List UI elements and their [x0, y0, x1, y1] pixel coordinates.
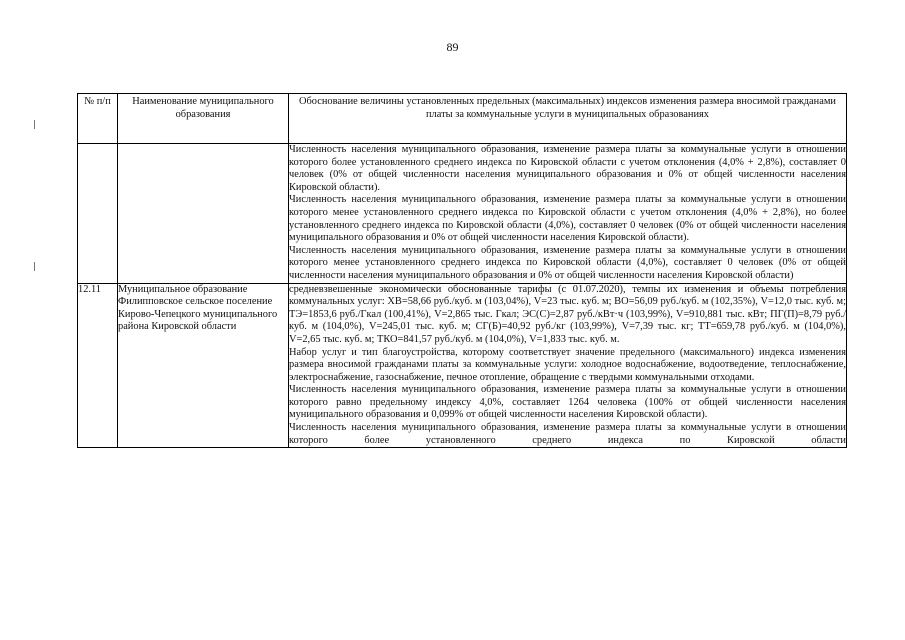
row-body-cell	[289, 283, 847, 448]
header-justification: Обоснование величины установленных предельных (максимальных) индексов изменения размера вносимой гражданами платы за коммунальные услуги в муниципальных образованиях	[289, 94, 847, 144]
table-header-row	[78, 94, 847, 144]
paragraph: Численность населения муниципального образования, изменение размера платы за коммунальные услуги в отношении которого менее установленного среднего индекса по Кировской области (4,0%), составляет 0 человек (0% от общей численности населения муниципального образования и 0% от общей численности населения Кировской области)	[289, 244, 846, 281]
paragraph: Численность населения муниципального образования, изменение размера платы за коммунальные услуги в отношении которого равно предельному индексу 4,0%, составляет 1264 человека (100% от общей численности населения муниципального образования и 0,099% от общей численности населения Кировской области).	[289, 384, 846, 421]
paragraph: Численность населения муниципального образования, изменение размера платы за коммунальные услуги в отношении которого более установленного среднего индекса по Кировской области	[289, 422, 846, 446]
page-number: 89	[446, 40, 459, 54]
municipality-name: Муниципальное образование Филипповское сельское поселение Кирово-Чепецкого муниципального района Кировской области	[118, 283, 289, 448]
header-number: № п/п	[78, 94, 118, 144]
paragraph: Набор услуг и тип благоустройства, которому соответствует значение предельного (максимального) индекса изменения размера вносимой гражданами платы за коммунальные услуги: холодное водоснабжение, водоотведение, теплоснабжение, электроснабжение, газоснабжение, печное отопление, обращение с твердыми коммунальными отходами.	[289, 346, 846, 383]
margin-mark-bottom	[34, 262, 35, 271]
tariff-index-table	[77, 93, 847, 448]
table-row	[78, 283, 847, 448]
row-number: 12.11	[78, 283, 118, 448]
continuation-number-cell	[78, 144, 118, 284]
paragraph: средневзвешенные экономически обоснованные тарифы (с 01.07.2020), темпы их изменения и объемы потребления коммунальных услуг: ХВ=58,66 руб./куб. м (103,04%), V=23 тыс. куб. м; ВО=56,09 руб./куб. м (102,35%), V=12,0 тыс. куб. м; ТЭ=1853,6 руб./Гкал (100,41%), V=2,865 тыс. Гкал; ЭС(С)=2,87 руб./кВт·ч (103,99%), V=910,881 тыс. кВт; ПГ(П)=8,79 руб./куб. м (104,0%), V=245,01 тыс. куб. м; СГ(Б)=40,92 руб./кг (103,99%), V=7,39 тыс. кг; ТТ=659,78 руб./куб. м (104,0%), V=2,65 тыс. куб. м; ТКО=841,57 руб./куб. м (104,0%), V=1,833 тыс. куб. м.	[289, 283, 846, 345]
continuation-name-cell	[118, 144, 289, 284]
table-row-continuation	[78, 144, 847, 284]
header-name: Наименование муниципального образования	[118, 94, 289, 144]
paragraph: Численность населения муниципального образования, изменение размера платы за коммунальные услуги в отношении которого более установленного среднего индекса по Кировской области с учетом отклонения (4,0% + 2,8%), составляет 0 человек (0% от общей численности населения муниципального образования и 0% от общей численности населения Кировской области).	[289, 144, 846, 193]
margin-mark-top	[34, 120, 35, 129]
continuation-body-cell	[289, 144, 847, 284]
paragraph: Численность населения муниципального образования, изменение размера платы за коммунальные услуги в отношении которого менее установленного среднего индекса по Кировской области с учетом отклонения (4,0% + 2,8%), но более установленного среднего индекса по Кировской области (4,0%), составляет 0 человек (0% от общей численности населения муниципального образования и 0% от общей численности населения Кировской области).	[289, 194, 846, 244]
